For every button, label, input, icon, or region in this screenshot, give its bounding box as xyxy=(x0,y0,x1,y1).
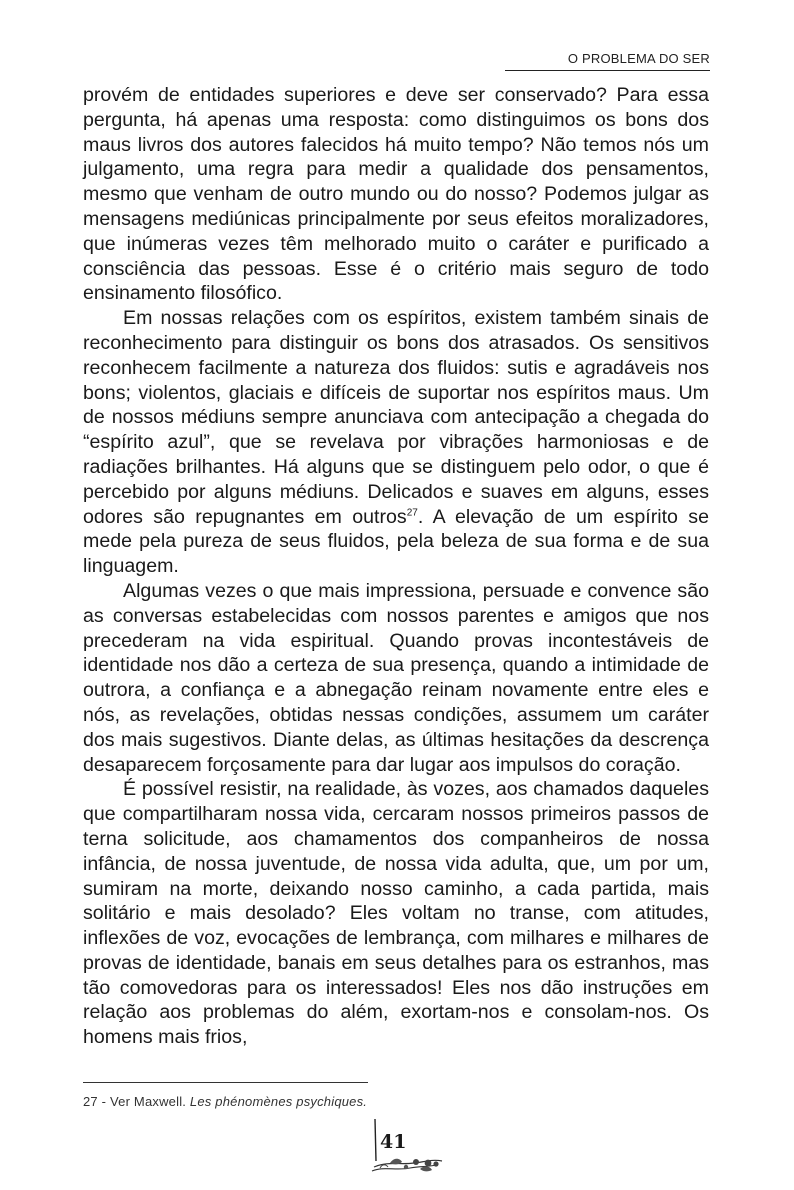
paragraph-2 xyxy=(83,306,709,579)
paragraph-1: provém de entidades superiores e deve ser conservado? Para essa pergunta, há apenas uma resposta: como distinguimos os bons dos maus livros dos autores falecidos há muito tempo? Não temos nós um julgamento, uma regra para medir a qualidade dos pensamentos, mesmo que venham de outro mundo ou do nosso? Podemos julgar as mensagens mediúnicas principalmente por seus efeitos moralizadores, que inúmeras vezes têm melhorado muito o caráter e purificado a consciência das pessoas. Esse é o critério mais seguro de todo ensinamento filosófico. xyxy=(83,84,709,305)
footnote xyxy=(83,1094,367,1109)
footnote-marker: 27 xyxy=(406,507,418,519)
footnote-label: 27 - Ver Maxwell. xyxy=(83,1094,187,1109)
footnote-reference: Les phénomènes psychiques. xyxy=(189,1094,368,1109)
paragraph-2-text-end: . A elevação de um espírito se mede pela pureza de seus fluidos, pela beleza de sua forma e de sua linguagem. xyxy=(83,505,710,578)
footnote-rule xyxy=(83,1082,368,1083)
page-number: 41 xyxy=(380,1131,407,1153)
paragraph-4: É possível resistir, na realidade, às vozes, aos chamados daqueles que compartilharam nossa vida, cercaram nossos primeiros passos de terna solicitude, aos chamamentos dos companheiros de nossa infância, de nossa juventude, de nossa vida adulta, que, um por um, sumiram na morte, deixando nosso caminho, a cada partida, mais solitário e mais desolado? Eles voltam no transe, com atitudes, inflexões de voz, evocações de lembrança, com milhares e milhares de provas de identidade, banais em seus detalhes para os estranhos, mas tão comovedoras para os interessados! Eles nos dão instruções em relação aos problemas do além, exortam-nos e consolam-nos. Os homens mais frios, xyxy=(83,778,709,1049)
main-text xyxy=(83,83,709,1050)
page-number-block xyxy=(370,1117,446,1175)
paragraph-3: Algumas vezes o que mais impressiona, persuade e convence são as conversas estabelecidas com nossos parentes e amigos que nos precederam na vida espiritual. Quando provas incontestáveis de identidade nos dão a certeza de sua presença, quando a intimidade de outrora, a confiança e a abnegação reinam novamente entre eles e nós, as revelações, obtidas nessas condições, assumem um caráter dos mais sugestivos. Diante delas, as últimas hesitações da descrença desaparecem forçosamente para dar lugar aos impulsos do coração. xyxy=(83,579,709,776)
running-head-title: O PROBLEMA DO SER xyxy=(567,51,710,66)
header-rule xyxy=(505,70,710,71)
paragraph-2-text: Em nossas relações com os espíritos, existem também sinais de reconhecimento para distinguir os bons dos atrasados. Os sensitivos reconhecem facilmente a natureza dos fluidos: sutis e agradáveis nos bons; violentos, glaciais e difíceis de suportar nos espíritos maus. Um de nossos médiuns sempre anunciava com antecipação a chegada do “espírito azul”, que se revelava por vibrações harmoniosas e de radiações brilhantes. Há alguns que se distinguem pelo odor, o que é percebido por alguns médiuns. Delicados e suaves em alguns, esses odores são repugnantes em outros xyxy=(83,307,709,528)
